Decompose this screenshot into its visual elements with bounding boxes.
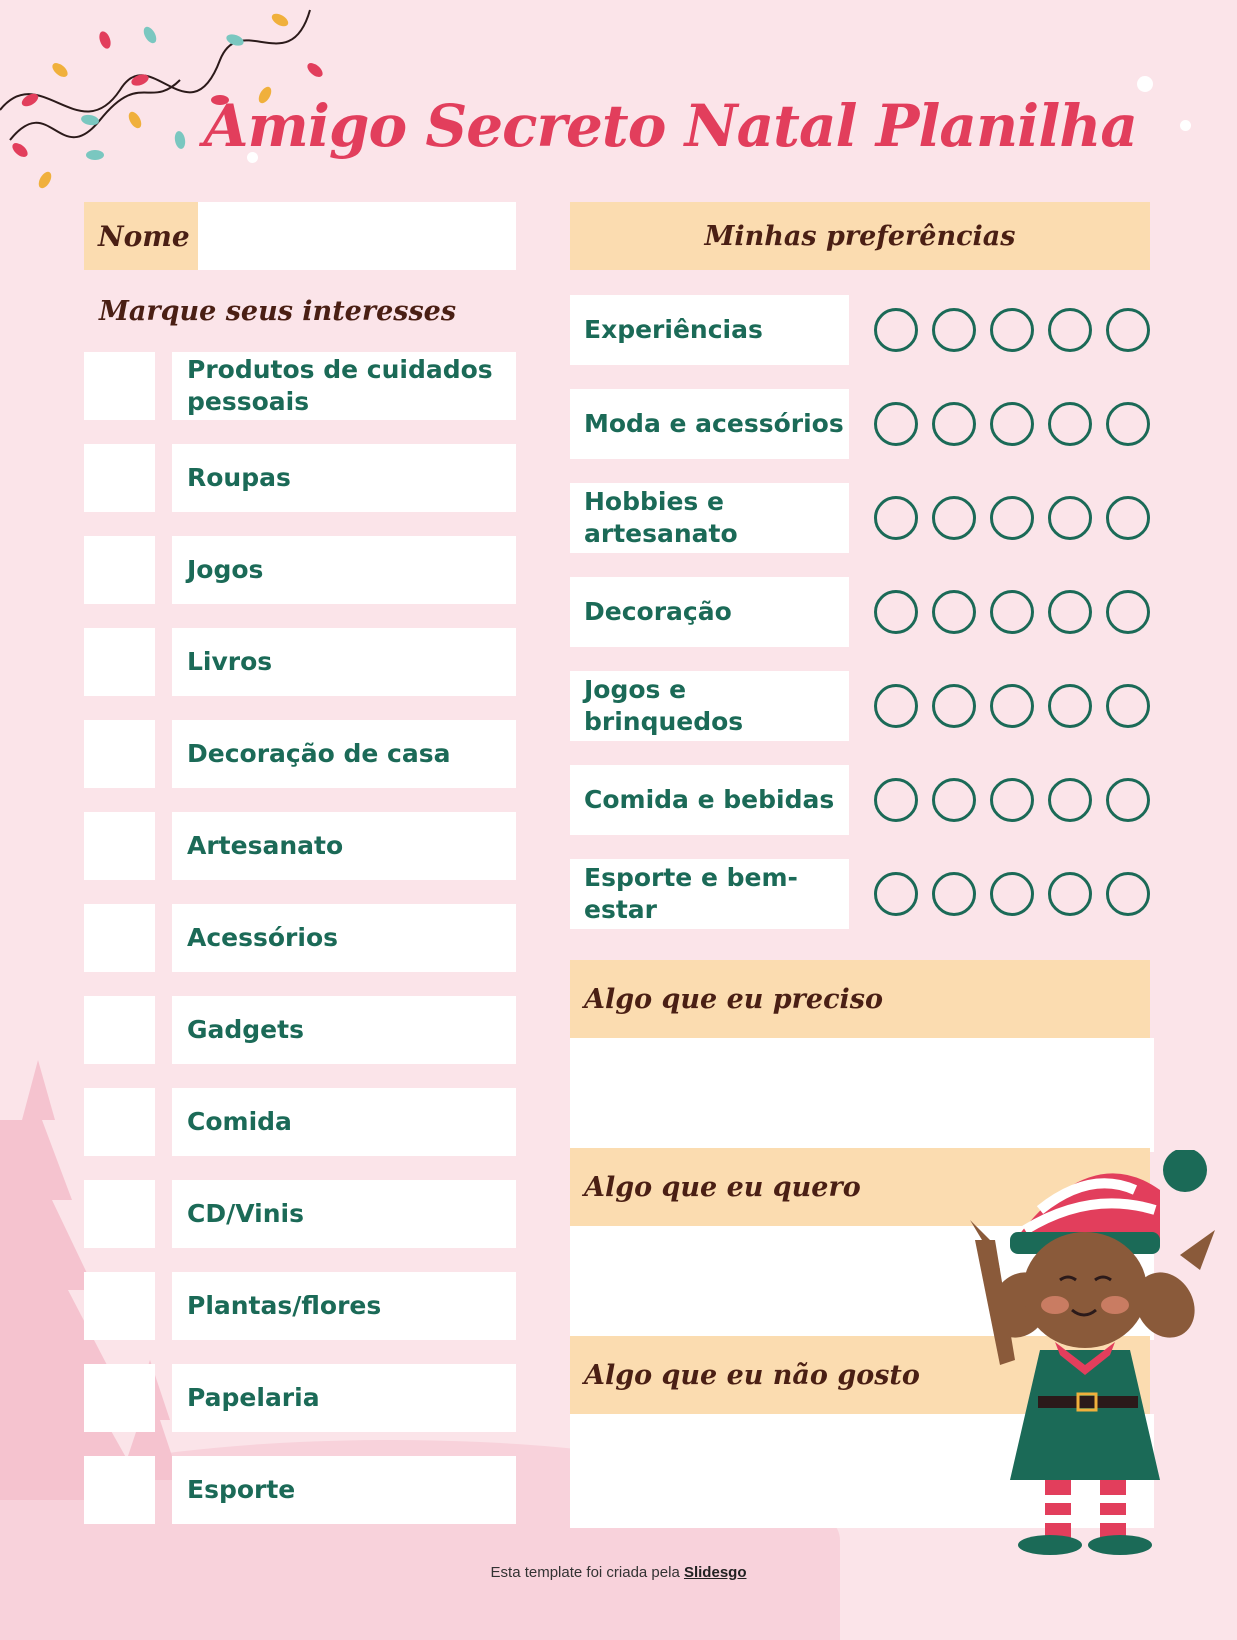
note-want-heading: Algo que eu quero (570, 1148, 1150, 1226)
rating-circle[interactable] (932, 402, 976, 446)
interest-row (84, 536, 516, 604)
interest-row (84, 720, 516, 788)
rating-circle[interactable] (932, 308, 976, 352)
preference-label: Comida e bebidas (570, 765, 849, 835)
preference-rating (874, 684, 1150, 728)
preference-label: Moda e acessórios (570, 389, 849, 459)
interest-label: Esporte (172, 1456, 516, 1524)
rating-circle[interactable] (990, 872, 1034, 916)
interest-checkbox[interactable] (84, 1272, 155, 1340)
interest-checkbox[interactable] (84, 904, 155, 972)
rating-circle[interactable] (874, 308, 918, 352)
elf-illustration-icon (960, 1150, 1220, 1580)
rating-circle[interactable] (1048, 684, 1092, 728)
interest-row (84, 628, 516, 696)
interest-checkbox[interactable] (84, 1088, 155, 1156)
rating-circle[interactable] (1106, 778, 1150, 822)
preference-row (570, 859, 1150, 929)
rating-circle[interactable] (1048, 308, 1092, 352)
rating-circle[interactable] (1048, 778, 1092, 822)
interests-heading: Marque seus interesses (99, 296, 457, 327)
footer (0, 1564, 1237, 1581)
interest-row (84, 996, 516, 1064)
preferences-heading: Minhas preferências (570, 202, 1150, 270)
interest-row (84, 812, 516, 880)
rating-circle[interactable] (990, 402, 1034, 446)
preference-row (570, 389, 1150, 459)
interest-label: Jogos (172, 536, 516, 604)
interest-label: Artesanato (172, 812, 516, 880)
interest-row (84, 352, 516, 420)
interest-checkbox[interactable] (84, 1364, 155, 1432)
preference-rating (874, 402, 1150, 446)
preference-row (570, 671, 1150, 741)
rating-circle[interactable] (874, 872, 918, 916)
interest-row (84, 1180, 516, 1248)
rating-circle[interactable] (932, 684, 976, 728)
interest-checkbox[interactable] (84, 352, 155, 420)
rating-circle[interactable] (874, 590, 918, 634)
rating-circle[interactable] (1106, 872, 1150, 916)
rating-circle[interactable] (1106, 684, 1150, 728)
rating-circle[interactable] (1048, 872, 1092, 916)
preference-rating (874, 872, 1150, 916)
interest-label: Plantas/flores (172, 1272, 516, 1340)
interest-checkbox[interactable] (84, 812, 155, 880)
rating-circle[interactable] (874, 684, 918, 728)
interest-label: Roupas (172, 444, 516, 512)
interest-label: Gadgets (172, 996, 516, 1064)
interest-label: CD/Vinis (172, 1180, 516, 1248)
name-input[interactable] (198, 202, 516, 270)
note-need-field[interactable] (570, 1038, 1154, 1152)
preference-row (570, 295, 1150, 365)
rating-circle[interactable] (990, 308, 1034, 352)
preference-row (570, 483, 1150, 553)
interest-row (84, 1088, 516, 1156)
preference-label: Esporte e bem-estar (570, 859, 849, 929)
snow-dot (1137, 76, 1153, 92)
page-title: Amigo Secreto Natal Planilha (203, 92, 1137, 160)
preference-label: Experiências (570, 295, 849, 365)
preference-label: Jogos e brinquedos (570, 671, 849, 741)
rating-circle[interactable] (874, 402, 918, 446)
interest-checkbox[interactable] (84, 628, 155, 696)
rating-circle[interactable] (932, 590, 976, 634)
preference-label: Hobbies e artesanato (570, 483, 849, 553)
interest-checkbox[interactable] (84, 720, 155, 788)
rating-circle[interactable] (1106, 496, 1150, 540)
interest-label: Acessórios (172, 904, 516, 972)
rating-circle[interactable] (1106, 590, 1150, 634)
rating-circle[interactable] (874, 778, 918, 822)
name-label: Nome (84, 202, 198, 270)
interest-label: Livros (172, 628, 516, 696)
rating-circle[interactable] (990, 684, 1034, 728)
preference-rating (874, 590, 1150, 634)
interest-row (84, 444, 516, 512)
preference-list (570, 295, 1150, 953)
interest-list (84, 352, 516, 1548)
interest-label: Comida (172, 1088, 516, 1156)
preference-label: Decoração (570, 577, 849, 647)
rating-circle[interactable] (990, 778, 1034, 822)
snow-dot (1180, 120, 1191, 131)
rating-circle[interactable] (1106, 308, 1150, 352)
footer-link[interactable]: Slidesgo (683, 1564, 747, 1581)
name-row (84, 202, 516, 270)
note-dislike-heading: Algo que eu não gosto (570, 1336, 1150, 1414)
interest-row (84, 1272, 516, 1340)
preference-rating (874, 496, 1150, 540)
rating-circle[interactable] (932, 778, 976, 822)
interest-row (84, 904, 516, 972)
rating-circle[interactable] (874, 496, 918, 540)
interest-checkbox[interactable] (84, 996, 155, 1064)
interest-label: Decoração de casa (172, 720, 516, 788)
interest-checkbox[interactable] (84, 1456, 155, 1524)
note-need (570, 960, 1150, 1152)
rating-circle[interactable] (1048, 590, 1092, 634)
rating-circle[interactable] (932, 496, 976, 540)
rating-circle[interactable] (932, 872, 976, 916)
rating-circle[interactable] (1048, 496, 1092, 540)
preference-rating (874, 308, 1150, 352)
footer-text: Esta template foi criada pela (490, 1564, 680, 1581)
rating-circle[interactable] (990, 496, 1034, 540)
interest-label: Produtos de cuidados pessoais (172, 352, 516, 420)
preference-row (570, 577, 1150, 647)
rating-circle[interactable] (1106, 402, 1150, 446)
rating-circle[interactable] (990, 590, 1034, 634)
interest-row (84, 1456, 516, 1524)
rating-circle[interactable] (1048, 402, 1092, 446)
preference-row (570, 765, 1150, 835)
note-need-heading: Algo que eu preciso (570, 960, 1150, 1038)
interest-checkbox[interactable] (84, 444, 155, 512)
interest-checkbox[interactable] (84, 536, 155, 604)
preference-rating (874, 778, 1150, 822)
interest-row (84, 1364, 516, 1432)
interest-checkbox[interactable] (84, 1180, 155, 1248)
interest-label: Papelaria (172, 1364, 516, 1432)
